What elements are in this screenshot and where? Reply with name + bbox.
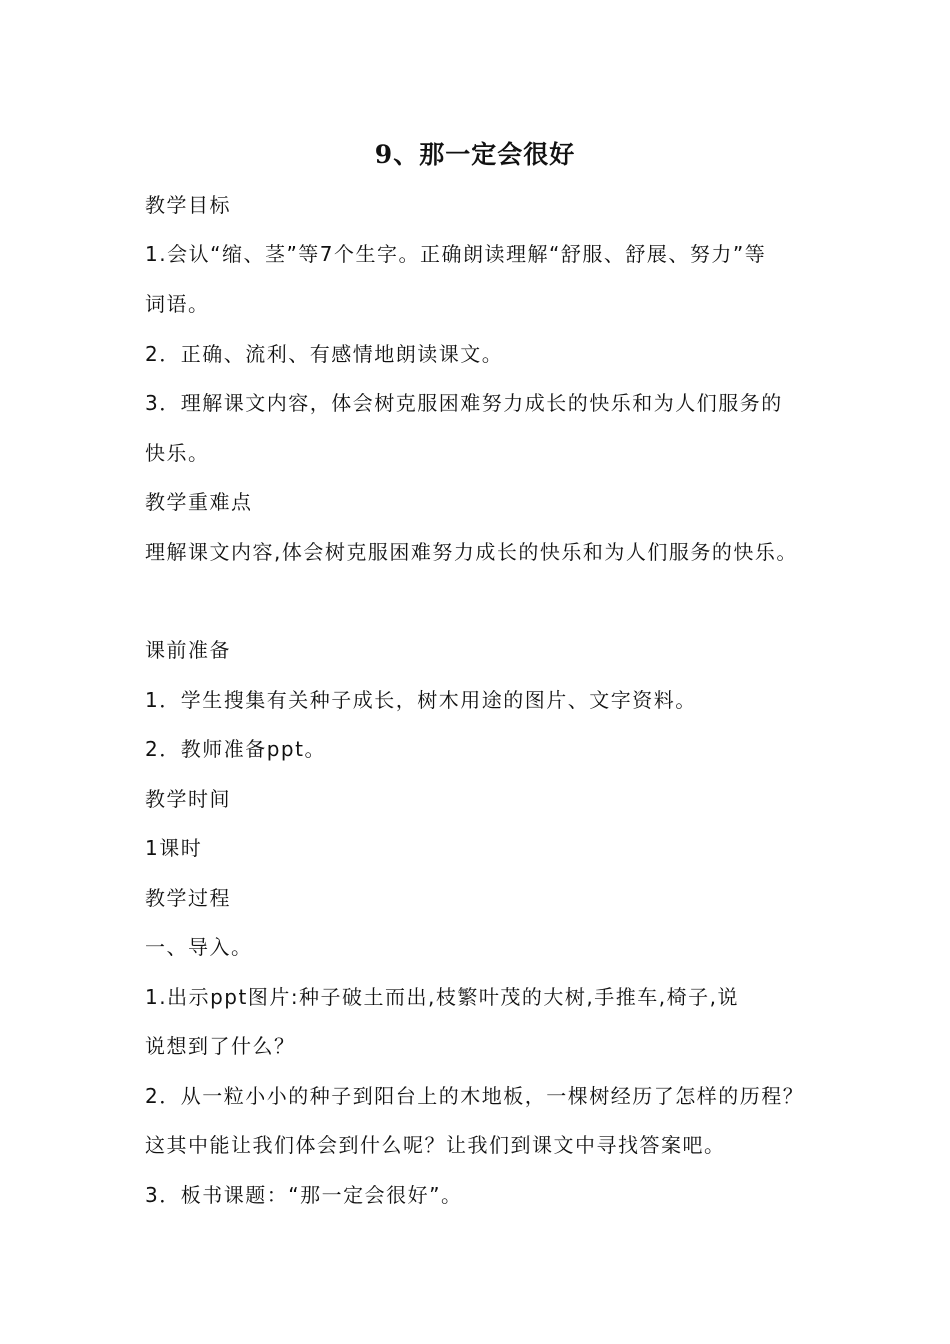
key-points-text: 理解课文内容,体会树克服困难努力成长的快乐和为人们服务的快乐。: [145, 540, 798, 564]
heading-teaching-time: 教学时间: [145, 787, 231, 811]
intro-step-3: 3．板书课题：“那一定会很好”。: [145, 1183, 463, 1207]
goal-3-line-1: 3．理解课文内容，体会树克服困难努力成长的快乐和为人们服务的: [145, 391, 783, 415]
goal-1-line-2: 词语。: [145, 292, 210, 316]
teaching-time-value: 1课时: [145, 836, 203, 860]
intro-step-2-line-1: 2．从一粒小小的种子到阳台上的木地板，一棵树经历了怎样的历程？: [145, 1084, 805, 1108]
heading-key-points: 教学重难点: [145, 490, 253, 514]
goal-2: 2．正确、流利、有感情地朗读课文。: [145, 342, 504, 366]
section-introduction: 一、导入。: [145, 935, 253, 959]
document-title: 9、那一定会很好: [374, 140, 576, 169]
preparation-2: 2．教师准备ppt。: [145, 737, 326, 761]
intro-step-1-line-1: 1.出示ppt图片:种子破土而出,枝繁叶茂的大树,手推车,椅子,说: [145, 985, 739, 1009]
heading-teaching-goals: 教学目标: [145, 193, 231, 217]
goal-3-line-2: 快乐。: [145, 441, 210, 465]
goal-1-line-1: 1.会认“缩、茎”等7个生字。正确朗读理解“舒服、舒展、努力”等: [145, 242, 767, 266]
heading-teaching-process: 教学过程: [145, 886, 231, 910]
heading-preparation: 课前准备: [145, 638, 231, 662]
preparation-1: 1．学生搜集有关种子成长，树木用途的图片、文字资料。: [145, 688, 697, 712]
intro-step-2-line-2: 这其中能让我们体会到什么呢？让我们到课文中寻找答案吧。: [145, 1133, 726, 1157]
intro-step-1-line-2: 说想到了什么？: [145, 1034, 296, 1058]
